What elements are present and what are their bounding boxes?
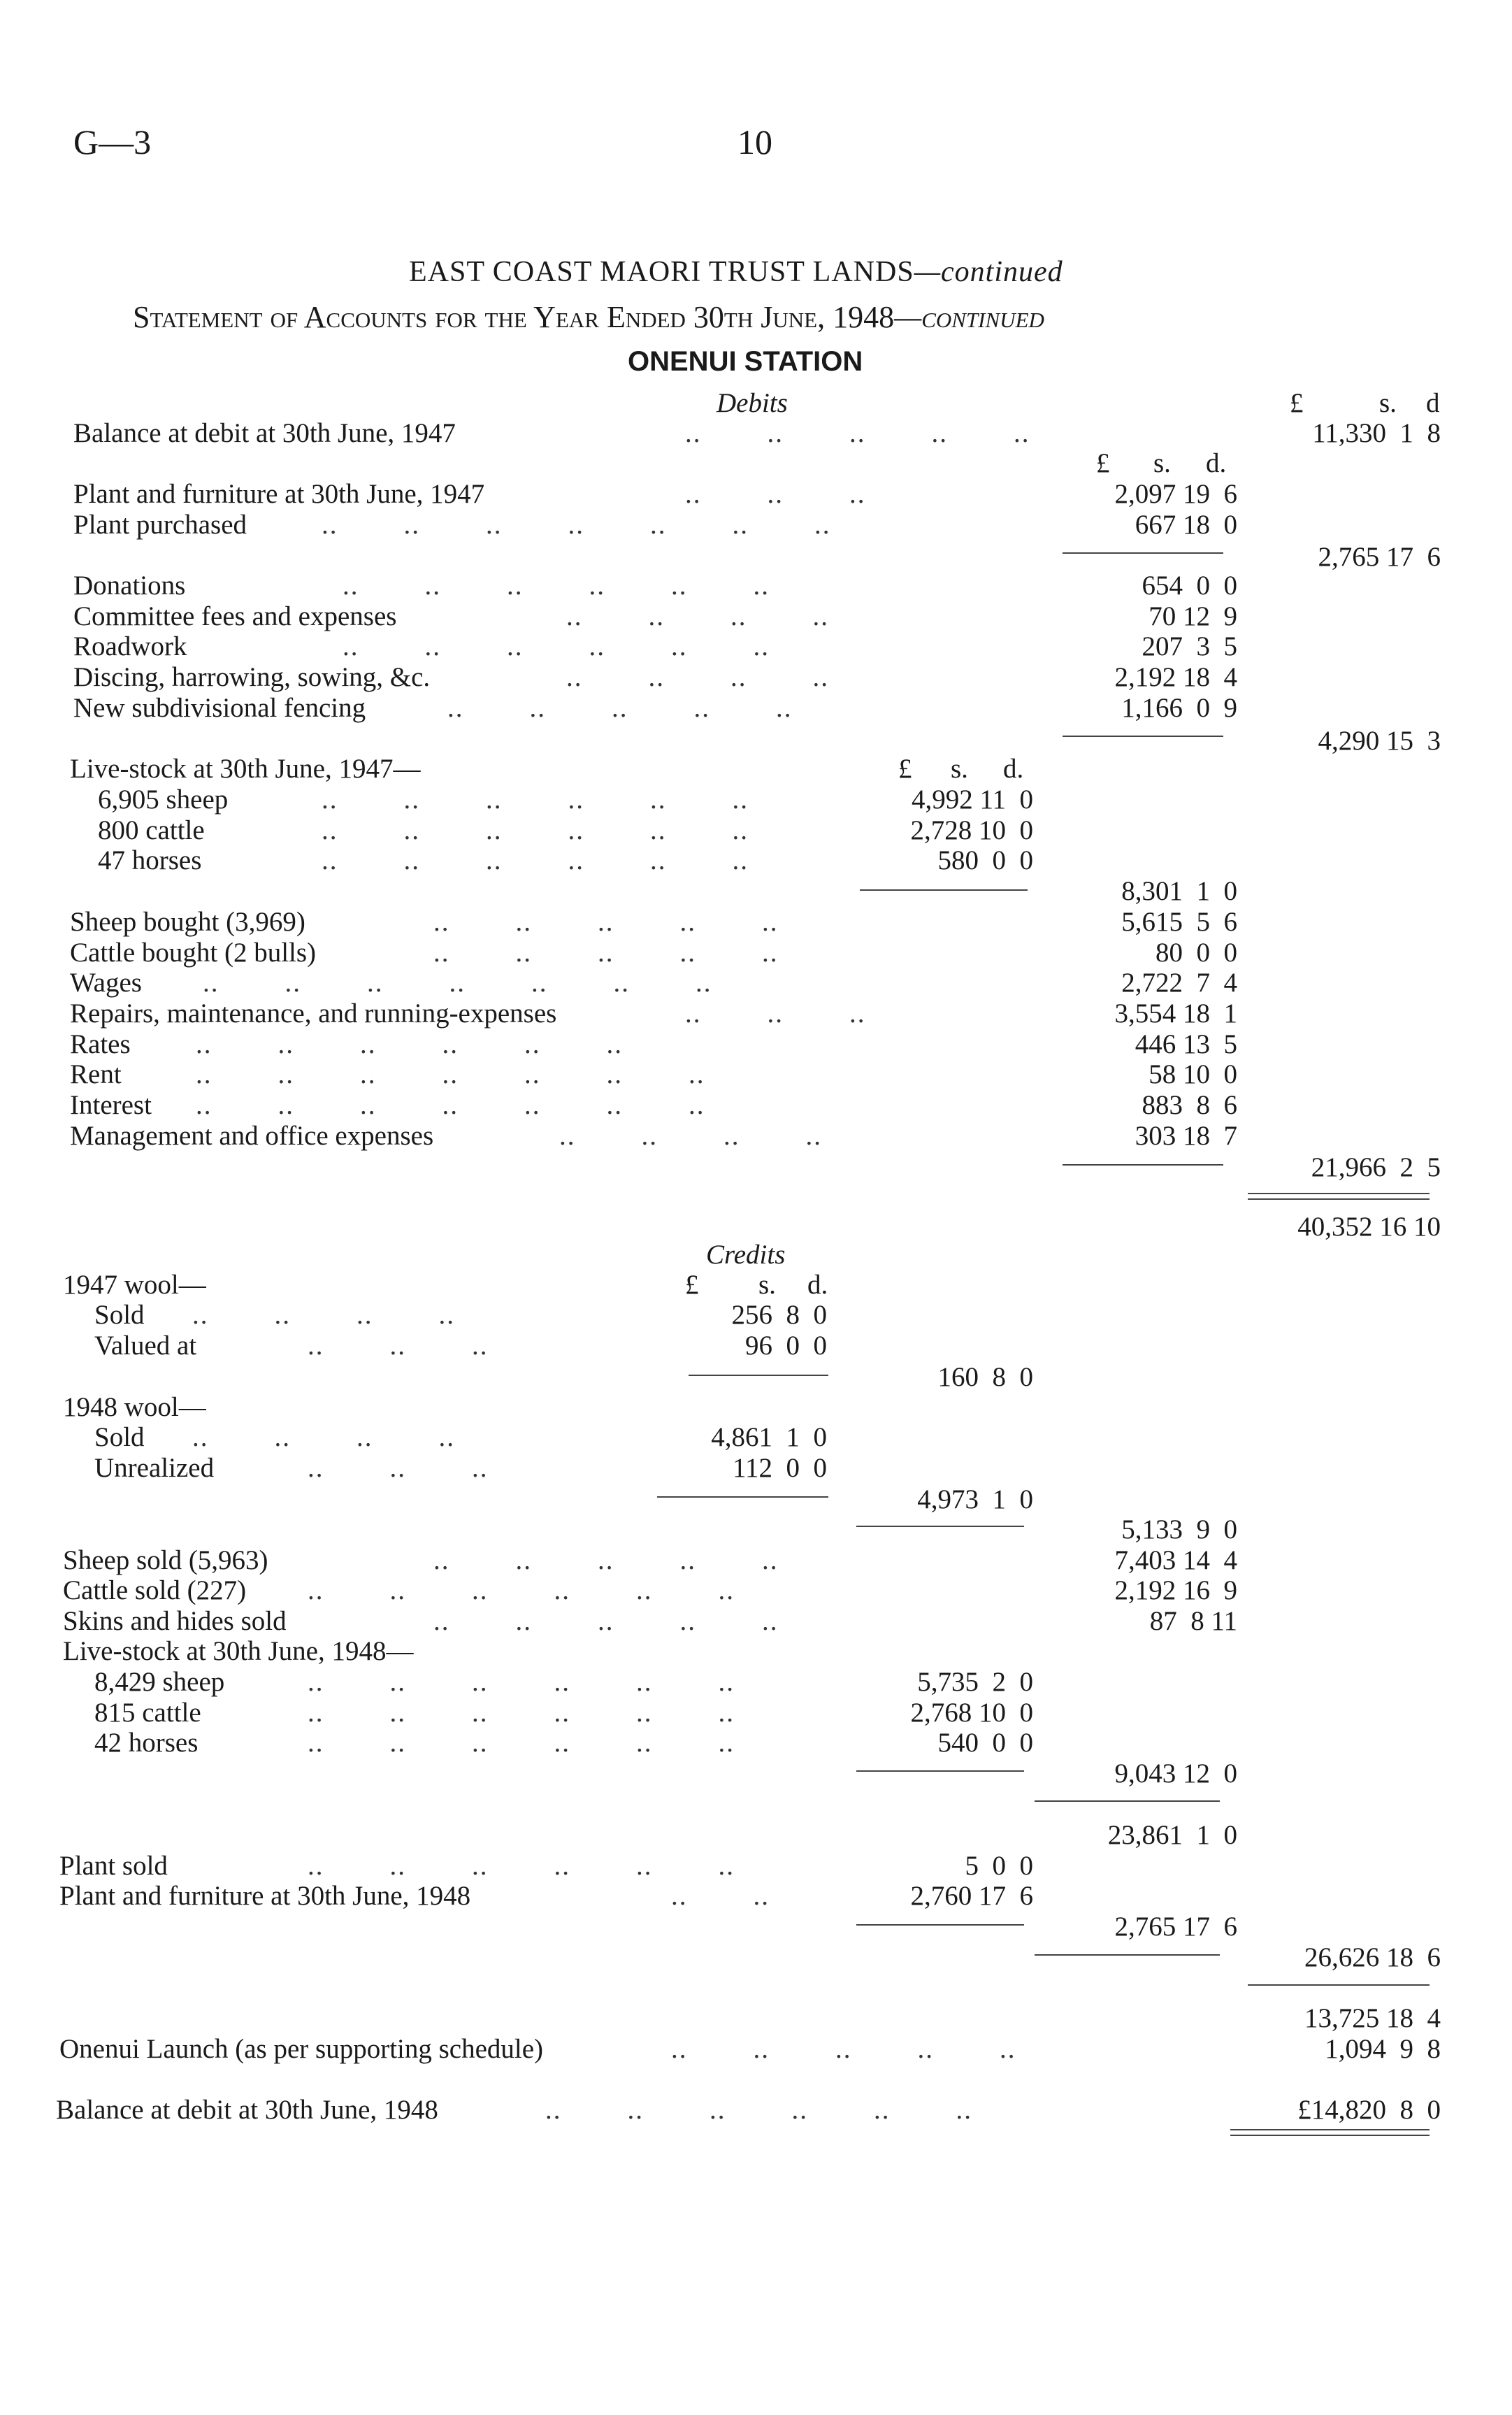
leader-dots: .. .. .. .. .. ..: [308, 1667, 735, 1697]
line-amount: 2,192 16 9: [1114, 1575, 1237, 1605]
leader-dots: .. .. ..: [308, 1331, 489, 1361]
line-amount: 654 0 0: [1142, 571, 1237, 601]
leader-dots: .. .. .. .. ..: [433, 907, 779, 937]
line-label: Sold: [94, 1422, 145, 1452]
line-label: Cattle bought (2 bulls): [70, 938, 317, 968]
page-section-code: G—3: [73, 122, 152, 162]
leader-dots: .. .. .. .. ..: [433, 1606, 779, 1636]
sum-rule: [1230, 2129, 1430, 2130]
line-label: Plant sold: [59, 1851, 168, 1881]
line-amount: 256 8 0: [731, 1300, 827, 1330]
leader-dots: .. .. .. ..: [566, 662, 829, 692]
leader-dots: .. .. .. .. .. ..: [343, 631, 770, 661]
leader-dots: .. .. .. .. .. ..: [322, 845, 749, 875]
line-label: Management and office expenses: [70, 1121, 434, 1151]
leader-dots: .. .. .. .. ..: [433, 1545, 779, 1575]
line-amount: 446 13 5: [1135, 1029, 1237, 1059]
line-label: Wages: [70, 968, 142, 998]
debits-grand-total: 40,352 16 10: [1297, 1212, 1441, 1242]
line-amount: 303 18 7: [1135, 1121, 1237, 1151]
line-amount: 2,097 19 6: [1114, 479, 1237, 509]
sum-rule: [689, 1375, 828, 1376]
sub-head-shillings: s.: [951, 754, 968, 784]
sum-rule: [860, 889, 1028, 891]
line-label: 42 horses: [94, 1728, 199, 1758]
line-label: Cattle sold (227): [63, 1575, 247, 1605]
line-amount: 883 8 6: [1142, 1090, 1237, 1120]
subtotal-amount: 21,966 2 5: [1311, 1152, 1441, 1182]
sum-rule: [1035, 1800, 1220, 1802]
leader-dots: .. .. .. .. .. ..: [322, 784, 749, 815]
line-amount: 1,166 0 9: [1121, 693, 1237, 723]
line-amount: 207 3 5: [1142, 631, 1237, 661]
subtotal-amount: 2,765 17 6: [1114, 1912, 1237, 1942]
line-amount: 5,735 2 0: [917, 1667, 1033, 1697]
sum-rule: [1063, 736, 1223, 737]
line-label: Interest: [70, 1090, 152, 1120]
leader-dots: .. .. .. .. ..: [433, 938, 779, 968]
leader-dots: .. .. .. .. .. ..: [308, 1728, 735, 1758]
line-label: New subdivisional fencing: [73, 693, 366, 723]
section-label: Live-stock at 30th June, 1947—: [70, 754, 421, 784]
leader-dots: .. .. .. .. .. ..: [322, 815, 749, 845]
sub-head-pence: d.: [1206, 448, 1227, 478]
line-label: 47 horses: [98, 845, 202, 875]
page-number: 10: [737, 122, 772, 162]
line-label: Repairs, maintenance, and running-expenses: [70, 998, 557, 1029]
leader-dots: .. .. .. ..: [192, 1422, 455, 1452]
sub-head-pound: £: [685, 1270, 699, 1300]
sum-rule: [856, 1526, 1024, 1527]
leader-dots: .. .. .. .. .. .. ..: [196, 1090, 705, 1120]
leader-dots: .. .. .. .. ..: [671, 2034, 1016, 2064]
subtotal-amount: 4,290 15 3: [1318, 726, 1441, 756]
line-amount: 5 0 0: [965, 1851, 1033, 1881]
line-label: 6,905 sheep: [98, 784, 229, 815]
col-head-pound: £: [1290, 388, 1304, 418]
line-amount: 2,722 7 4: [1121, 968, 1237, 998]
leader-dots: .. .. ..: [685, 479, 866, 509]
leader-dots: .. .. .. .. .. ..: [308, 1575, 735, 1605]
sub-head-pound: £: [1096, 448, 1110, 478]
leader-dots: .. .. ..: [685, 998, 866, 1029]
leader-dots: .. .. .. .. ..: [447, 693, 793, 723]
leader-dots: .. .. .. .. .. ..: [308, 1851, 735, 1881]
sum-rule: [856, 1770, 1024, 1772]
line-label: Skins and hides sold: [63, 1606, 287, 1636]
subtotal-amount: 9,043 12 0: [1114, 1758, 1237, 1789]
leader-dots: .. .. .. ..: [566, 601, 829, 631]
section-label: 1947 wool—: [63, 1270, 206, 1300]
sum-rule: [856, 1924, 1024, 1926]
debits-heading: Debits: [717, 388, 788, 418]
leader-dots: .. .. .. .. .. .. ..: [322, 510, 831, 540]
sum-rule: [1230, 2135, 1430, 2136]
leader-dots: .. .. .. .. .. ..: [196, 1029, 623, 1059]
line-amount: 540 0 0: [937, 1728, 1033, 1758]
line-amount: 1,094 9 8: [1325, 2034, 1441, 2064]
closing-balance-label: Balance at debit at 30th June, 1948: [56, 2095, 438, 2125]
line-amount: 2,768 10 0: [910, 1698, 1033, 1728]
sum-rule: [1063, 552, 1223, 554]
closing-balance-amount: £14,820 8 0: [1297, 2095, 1441, 2125]
line-label: Onenui Launch (as per supporting schedule): [59, 2034, 544, 2064]
line-label: Committee fees and expenses: [73, 601, 397, 631]
subtotal-amount: 23,861 1 0: [1107, 1820, 1237, 1850]
document-title: EAST COAST MAORI TRUST LANDS—continued: [409, 256, 1063, 288]
difference-amount: 13,725 18 4: [1304, 2003, 1441, 2033]
sum-rule: [1063, 1164, 1223, 1166]
sub-head-pound: £: [898, 754, 912, 784]
station-name: ONENUI STATION: [628, 346, 863, 377]
line-amount: 96 0 0: [745, 1331, 827, 1361]
line-amount: 11,330 1 8: [1312, 418, 1441, 448]
line-amount: 2,728 10 0: [910, 815, 1033, 845]
subtotal-amount: 160 8 0: [937, 1362, 1033, 1392]
sum-rule: [1035, 1954, 1220, 1956]
line-amount: 80 0 0: [1155, 938, 1237, 968]
line-amount: 3,554 18 1: [1114, 998, 1237, 1029]
statement-title: Statement of Accounts for the Year Ended 30th June, 1948—continued: [133, 300, 1044, 334]
sum-rule: [1248, 1198, 1430, 1200]
leader-dots: .. .. .. ..: [559, 1121, 822, 1151]
line-label: Sheep sold (5,963): [63, 1545, 268, 1575]
line-label: Discing, harrowing, sowing, &c.: [73, 662, 431, 692]
line-label: 8,429 sheep: [94, 1667, 225, 1697]
line-label: Plant and furniture at 30th June, 1947: [73, 479, 485, 509]
sum-rule: [1248, 1193, 1430, 1194]
line-label: Unrealized: [94, 1453, 215, 1483]
leader-dots: .. .. .. .. .. ..: [545, 2095, 972, 2125]
line-amount: 112 0 0: [732, 1453, 827, 1483]
line-amount: 4,861 1 0: [711, 1422, 827, 1452]
sum-rule: [1248, 1984, 1430, 1986]
line-label: Plant purchased: [73, 510, 247, 540]
subtotal-amount: 8,301 1 0: [1121, 876, 1237, 906]
line-label: Rent: [70, 1059, 122, 1089]
sub-head-pence: d.: [1003, 754, 1024, 784]
sum-rule: [657, 1496, 828, 1498]
leader-dots: .. .. .. .. .. .. ..: [203, 968, 712, 998]
line-amount: 70 12 9: [1149, 601, 1237, 631]
line-amount: 7,403 14 4: [1114, 1545, 1237, 1575]
line-label: Roadwork: [73, 631, 187, 661]
credits-total: 26,626 18 6: [1304, 1942, 1441, 1972]
line-amount: 2,760 17 6: [910, 1881, 1033, 1911]
sub-head-shillings: s.: [758, 1270, 776, 1300]
line-label: 800 cattle: [98, 815, 205, 845]
leader-dots: .. .. .. .. .. ..: [343, 571, 770, 601]
line-amount: 87 8 11: [1149, 1606, 1237, 1636]
leader-dots: .. .. .. .. ..: [685, 418, 1030, 448]
line-label: Valued at: [94, 1331, 197, 1361]
leader-dots: .. .. .. .. .. ..: [308, 1698, 735, 1728]
credits-heading: Credits: [706, 1240, 786, 1270]
line-label: Rates: [70, 1029, 131, 1059]
leader-dots: .. .. .. ..: [192, 1300, 455, 1330]
line-label: 815 cattle: [94, 1698, 201, 1728]
line-amount: 4,992 11 0: [911, 784, 1033, 815]
line-amount: 58 10 0: [1149, 1059, 1237, 1089]
leader-dots: .. .. .. .. .. .. ..: [196, 1059, 705, 1089]
section-label: Live-stock at 30th June, 1948—: [63, 1636, 414, 1666]
subtotal-amount: 5,133 9 0: [1121, 1514, 1237, 1545]
line-amount: 5,615 5 6: [1121, 907, 1237, 937]
line-label: Sold: [94, 1300, 145, 1330]
section-label: 1948 wool—: [63, 1392, 206, 1422]
line-amount: 580 0 0: [937, 845, 1033, 875]
subtotal-amount: 2,765 17 6: [1318, 542, 1441, 572]
leader-dots: .. .. ..: [308, 1453, 489, 1483]
subtotal-amount: 4,973 1 0: [917, 1484, 1033, 1514]
sub-head-shillings: s.: [1153, 448, 1171, 478]
col-head-pence: d: [1426, 388, 1440, 418]
line-amount: 2,192 18 4: [1114, 662, 1237, 692]
leader-dots: .. ..: [671, 1881, 770, 1911]
line-label: Sheep bought (3,969): [70, 907, 305, 937]
line-amount: 667 18 0: [1135, 510, 1237, 540]
line-label: Donations: [73, 571, 186, 601]
line-label: Balance at debit at 30th June, 1947: [73, 418, 456, 448]
sub-head-pence: d.: [807, 1270, 828, 1300]
line-label: Plant and furniture at 30th June, 1948: [59, 1881, 471, 1911]
col-head-shillings: s.: [1379, 388, 1397, 418]
